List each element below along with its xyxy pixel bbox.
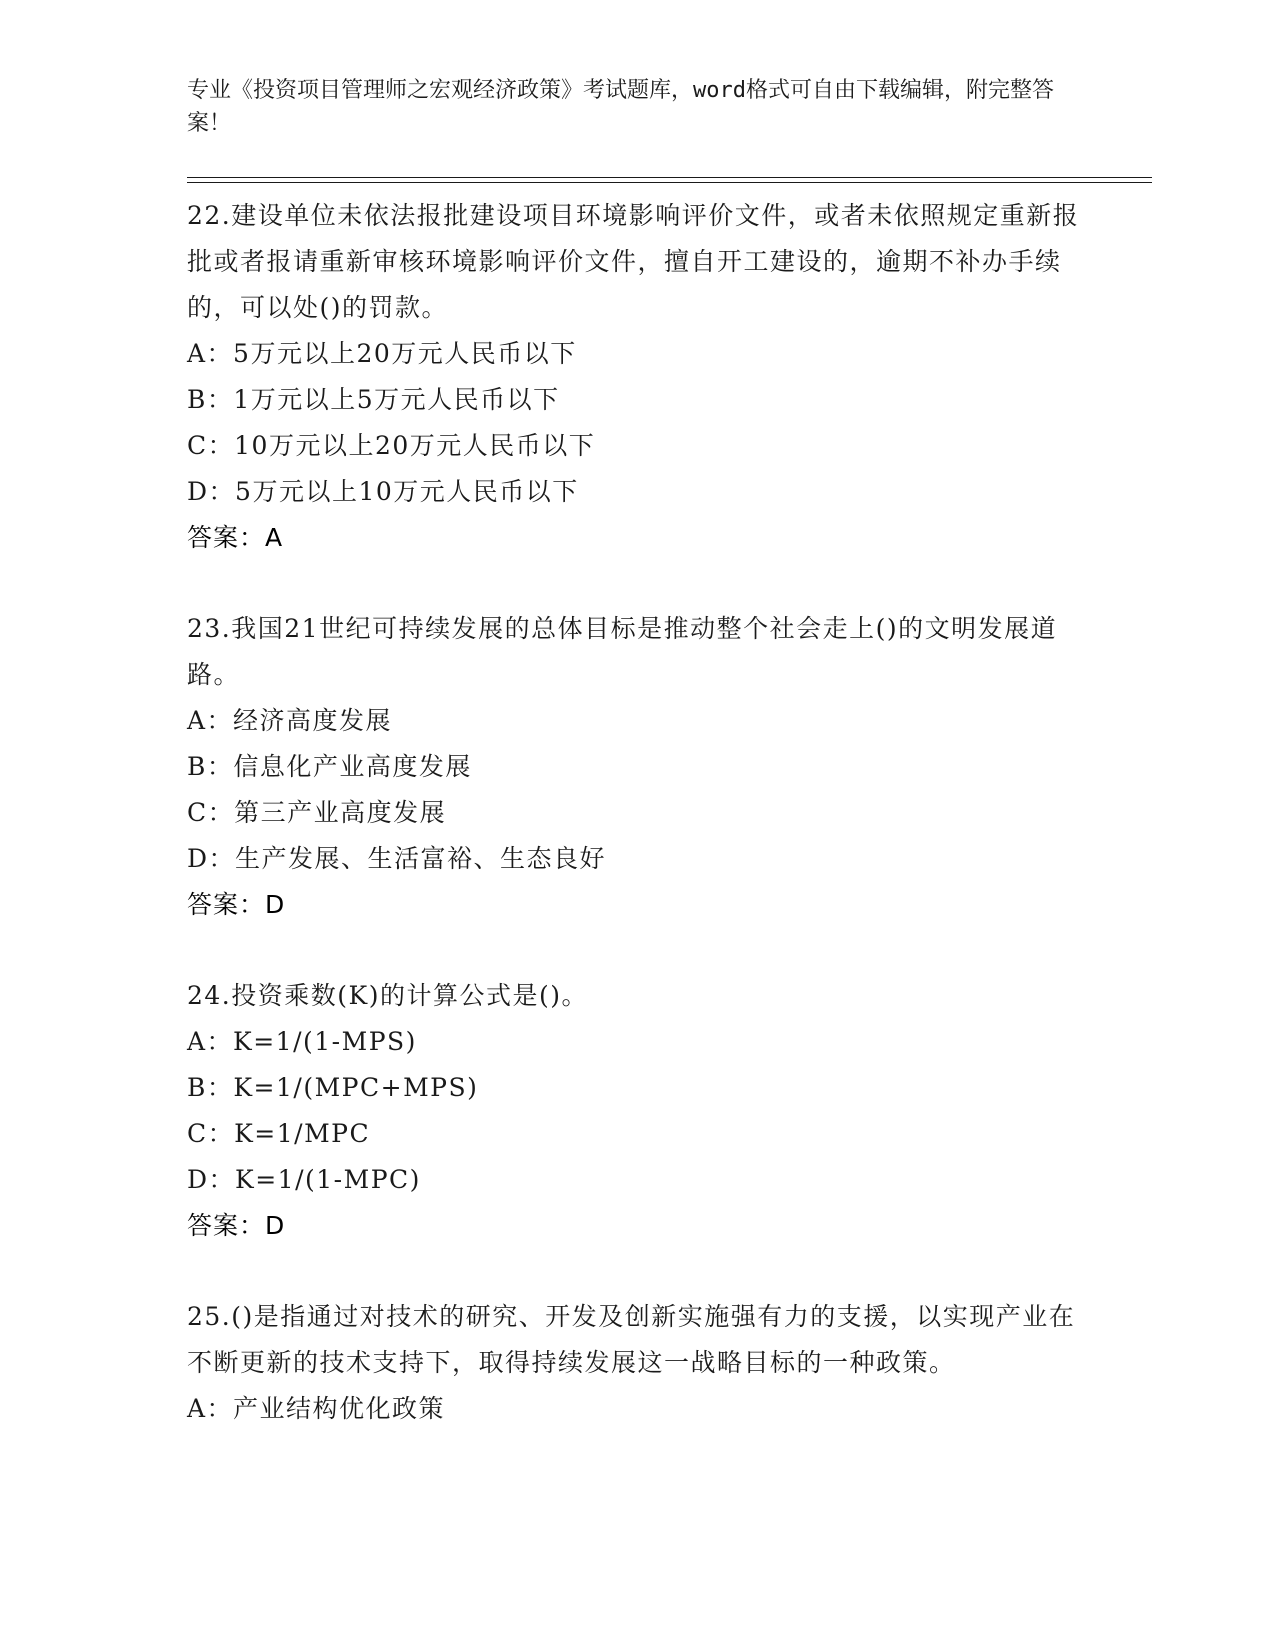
option-d: D：5万元以上10万元人民币以下	[187, 477, 579, 506]
question-stem: 23.我国21世纪可持续发展的总体目标是推动整个社会走上()的文明发展道路。	[187, 614, 1058, 689]
answer-line: 答案：D	[187, 890, 286, 919]
question-23	[187, 606, 1087, 928]
answer-line: 答案：D	[187, 1211, 286, 1240]
option-d: D：生产发展、生活富裕、生态良好	[187, 844, 607, 873]
question-list	[187, 193, 1087, 1477]
answer-line: 答案：A	[187, 523, 284, 552]
option-b: B：1万元以上5万元人民币以下	[187, 385, 560, 414]
question-stem: 22.建设单位未依法报批建设项目环境影响评价文件，或者未依照规定重新报批或者报请重新审核环境影响评价文件，擅自开工建设的，逾期不补办手续的，可以处()的罚款。	[187, 201, 1080, 322]
option-c: C：第三产业高度发展	[187, 798, 447, 827]
option-a: A：产业结构优化政策	[187, 1394, 446, 1423]
option-c: C：10万元以上20万元人民币以下	[187, 431, 596, 460]
option-a: A：经济高度发展	[187, 706, 393, 735]
header-divider-top	[187, 177, 1152, 178]
option-d: D：K=1/(1-MPC)	[187, 1165, 421, 1194]
question-24	[187, 973, 1087, 1249]
document-header: 专业《投资项目管理师之宏观经济政策》考试题库，word格式可自由下载编辑，附完整答案！	[187, 78, 1054, 136]
question-stem: 25.()是指通过对技术的研究、开发及创新实施强有力的支援，以实现产业在不断更新的技术支持下，取得持续发展这一战略目标的一种政策。	[187, 1302, 1076, 1377]
question-stem: 24.投资乘数(K)的计算公式是()。	[187, 981, 588, 1010]
option-a: A：5万元以上20万元人民币以下	[187, 339, 577, 368]
option-b: B：K=1/(MPC+MPS)	[187, 1073, 479, 1102]
header-divider-bottom	[187, 182, 1152, 183]
option-b: B：信息化产业高度发展	[187, 752, 472, 781]
question-22	[187, 193, 1087, 561]
option-c: C：K=1/MPC	[187, 1119, 371, 1148]
option-a: A：K=1/(1-MPS)	[187, 1027, 417, 1056]
question-25	[187, 1294, 1087, 1432]
